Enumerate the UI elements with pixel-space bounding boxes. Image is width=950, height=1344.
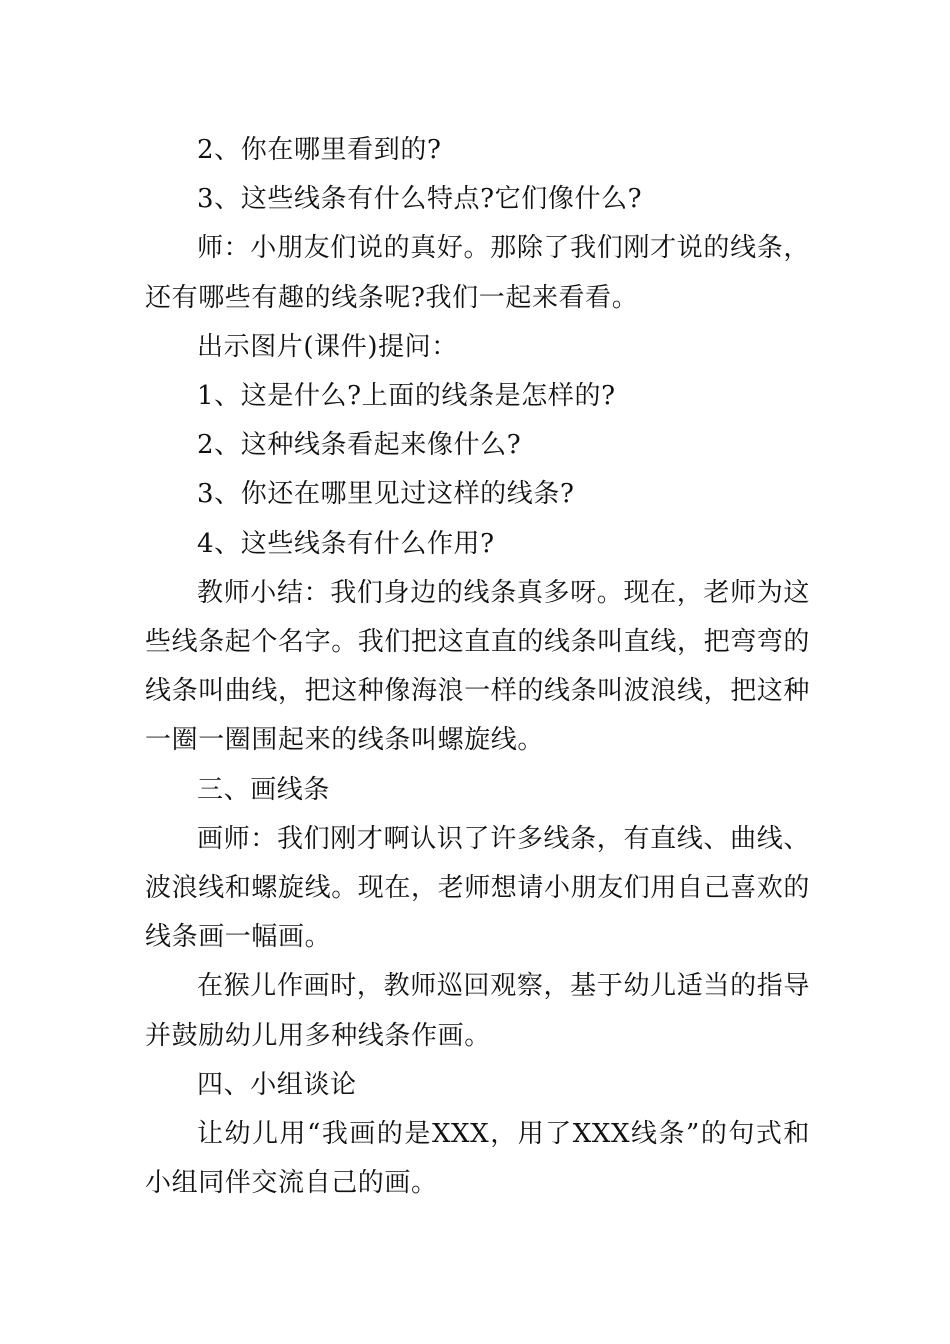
paragraph-group-exchange: 让幼儿用“我画的是XXX，用了XXX线条”的句式和小组同伴交流自己的画。: [145, 1119, 810, 1199]
paragraph-question-4: 4、这些线条有什么作用?: [197, 528, 495, 559]
paragraph-draw-instructions: 画师：我们刚才啊认识了许多线条，有直线、曲线、波浪线和螺旋线。现在，老师想请小朋友们用自己喜欢的线条画一幅画。: [145, 823, 811, 953]
paragraph-q3-features: 3、这些线条有什么特点?它们像什么?: [197, 184, 643, 215]
paragraph-question-3: 3、你还在哪里见过这样的线条?: [197, 479, 575, 510]
paragraph-teacher-summary: 教师小结：我们身边的线条真多呀。现在，老师为这些线条起个名字。我们把这直直的线条叫直线，把弯弯的线条叫曲线，把这种像海浪一样的线条叫波浪线，把这种一圈一圈围起来的线条叫螺旋线。: [145, 577, 811, 756]
paragraph-q2-where: 2、你在哪里看到的?: [197, 135, 442, 165]
paragraph-teacher-praise: 师：小朋友们说的真好。那除了我们刚才说的线条，还有哪些有趣的线条呢?我们一起来看看。: [145, 233, 810, 313]
paragraph-observation: 在猴儿作画时，教师巡回观察，基于幼儿适当的指导并鼓励幼儿用多种线条作画。: [145, 971, 810, 1051]
paragraph-question-2: 2、这种线条看起来像什么?: [197, 430, 522, 461]
section-heading-draw-lines: 三、画线条: [197, 774, 331, 805]
document-body: [145, 126, 810, 1208]
section-heading-group-discussion: 四、小组谈论: [197, 1069, 357, 1100]
paragraph-show-pictures: 出示图片(课件)提问：: [197, 331, 458, 362]
paragraph-question-1: 1、这是什么?上面的线条是怎样的?: [197, 381, 616, 412]
